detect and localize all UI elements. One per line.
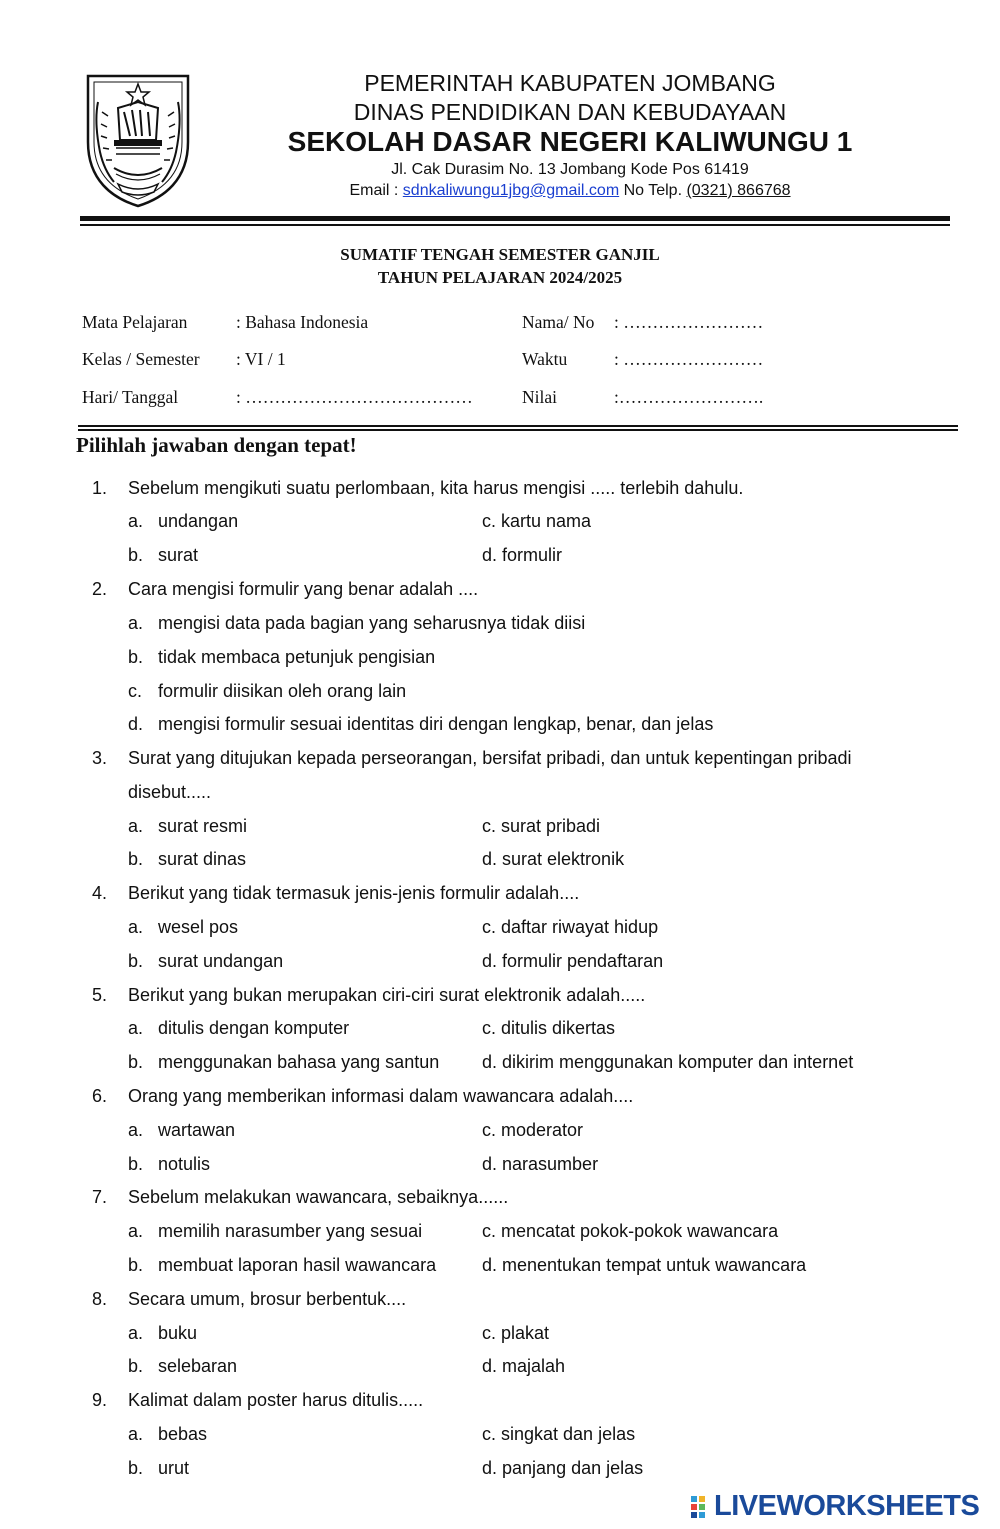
question-text: Sebelum mengikuti suatu perlombaan, kita harus mengisi ..... terlebih dahulu. — [128, 478, 744, 498]
question-text: Cara mengisi formulir yang benar adalah .... — [128, 579, 479, 599]
option-d[interactable]: d. panjang dan jelas — [482, 1458, 644, 1478]
header-rule-thick — [80, 216, 950, 221]
class-label: Kelas / Semester — [82, 349, 200, 369]
exam-title: SUMATIF TENGAH SEMESTER GANJIL — [340, 245, 660, 264]
name-field[interactable]: : …………………… — [614, 312, 764, 332]
phone-label: No Telp. — [619, 182, 687, 199]
question-number: 4. — [92, 883, 108, 903]
option-a[interactable]: wartawan — [158, 1120, 236, 1140]
option-a-label: a. — [128, 1120, 144, 1140]
option-b[interactable]: surat dinas — [158, 849, 247, 869]
option-c[interactable]: c. daftar riwayat hidup — [482, 917, 659, 937]
question-text: Surat yang ditujukan kepada perseorangan, bersifat pribadi, dan untuk kepentingan pribadi — [128, 748, 852, 768]
day-label: Hari/ Tanggal — [82, 387, 179, 407]
option-b-label: b. — [128, 951, 144, 971]
option-a-label: a. — [128, 511, 144, 531]
time-label: Waktu — [522, 349, 568, 369]
question-text: Sebelum melakukan wawancara, sebaiknya...... — [128, 1187, 509, 1207]
department-name: DINAS PENDIDIKAN DAN KEBUDAYAAN — [353, 99, 787, 125]
question-number: 6. — [92, 1086, 108, 1106]
option-b-label: b. — [128, 1255, 144, 1275]
identity-rule-bottom — [78, 429, 958, 431]
gov-name: PEMERINTAH KABUPATEN JOMBANG — [364, 70, 776, 96]
option-a[interactable]: undangan — [158, 511, 239, 531]
class-value: : VI / 1 — [236, 349, 286, 369]
liveworksheets-brand[interactable] — [690, 1490, 990, 1524]
header-rule-thin — [80, 224, 950, 226]
option-c[interactable]: c. ditulis dikertas — [482, 1018, 616, 1038]
exam-year: TAHUN PELAJARAN 2024/2025 — [377, 268, 623, 287]
option-c[interactable]: c. plakat — [482, 1323, 550, 1343]
question-number: 3. — [92, 748, 108, 768]
question-text: Berikut yang tidak termasuk jenis-jenis formulir adalah.... — [128, 883, 580, 903]
option-b[interactable]: menggunakan bahasa yang santun — [158, 1052, 440, 1072]
option-b-label: b. — [128, 1458, 144, 1478]
option-a[interactable]: wesel pos — [158, 917, 239, 937]
email-link[interactable]: sdnkaliwungu1jbg@gmail.com — [402, 182, 620, 199]
question-number: 2. — [92, 579, 108, 599]
option-c[interactable]: c. kartu nama — [482, 511, 592, 531]
phone-number: (0321) 866768 — [686, 182, 791, 199]
jombang-regency-emblem-icon — [84, 72, 192, 210]
option-d[interactable]: d. menentukan tempat untuk wawancara — [482, 1255, 807, 1275]
option-a[interactable]: mengisi data pada bagian yang seharusnya tidak diisi — [158, 613, 586, 633]
option-a-label: a. — [128, 613, 144, 633]
option-c-label: c. — [128, 681, 143, 701]
question-number: 8. — [92, 1289, 108, 1309]
option-a[interactable]: memilih narasumber yang sesuai — [158, 1221, 423, 1241]
option-d[interactable]: d. formulir pendaftaran — [482, 951, 664, 971]
option-b[interactable]: urut — [158, 1458, 190, 1478]
option-b[interactable]: surat undangan — [158, 951, 284, 971]
identity-rule-top — [78, 425, 958, 427]
question-text: Secara umum, brosur berbentuk.... — [128, 1289, 407, 1309]
option-a[interactable]: surat resmi — [158, 816, 248, 836]
option-a-label: a. — [128, 1018, 144, 1038]
option-b-label: b. — [128, 545, 144, 565]
contact-line — [270, 182, 870, 200]
option-d[interactable]: d. surat elektronik — [482, 849, 625, 869]
option-b-label: b. — [128, 849, 144, 869]
question-number: 1. — [92, 478, 108, 498]
option-b[interactable]: surat — [158, 545, 199, 565]
option-d[interactable]: d. narasumber — [482, 1154, 599, 1174]
option-a[interactable]: ditulis dengan komputer — [158, 1018, 350, 1038]
score-field[interactable]: :……………………. — [614, 387, 764, 407]
option-a-label: a. — [128, 917, 144, 937]
option-c[interactable]: c. singkat dan jelas — [482, 1424, 636, 1444]
question-text: Kalimat dalam poster harus ditulis..... — [128, 1390, 424, 1410]
option-b-label: b. — [128, 647, 144, 667]
option-d-label: d. — [128, 714, 144, 734]
option-b-label: b. — [128, 1154, 144, 1174]
day-field[interactable]: : ………………………………… — [236, 387, 473, 407]
question-text: Berikut yang bukan merupakan ciri-ciri surat elektronik adalah..... — [128, 985, 646, 1005]
subject-value: : Bahasa Indonesia — [236, 312, 369, 332]
time-field[interactable]: : …………………… — [614, 349, 764, 369]
email-label: Email : — [349, 182, 403, 199]
option-b[interactable]: notulis — [158, 1154, 211, 1174]
school-address: Jl. Cak Durasim No. 13 Jombang Kode Pos 61419 — [391, 161, 749, 178]
option-d[interactable]: mengisi formulir sesuai identitas diri dengan lengkap, benar, dan jelas — [158, 714, 714, 734]
option-d[interactable]: d. formulir — [482, 545, 563, 565]
option-a-label: a. — [128, 1323, 144, 1343]
question-number: 7. — [92, 1187, 108, 1207]
option-c[interactable]: formulir diisikan oleh orang lain — [158, 681, 407, 701]
option-b-label: b. — [128, 1052, 144, 1072]
question-number: 5. — [92, 985, 108, 1005]
question-number: 9. — [92, 1390, 108, 1410]
option-b[interactable]: selebaran — [158, 1356, 238, 1376]
option-d[interactable]: d. majalah — [482, 1356, 566, 1376]
option-a-label: a. — [128, 816, 144, 836]
question-text-continued: disebut..... — [128, 782, 212, 802]
question-text: Orang yang memberikan informasi dalam wawancara adalah.... — [128, 1086, 634, 1106]
option-c[interactable]: c. surat pribadi — [482, 816, 601, 836]
instruction: Pilihlah jawaban dengan tepat! — [76, 433, 357, 457]
option-c[interactable]: c. moderator — [482, 1120, 584, 1140]
option-a-label: a. — [128, 1221, 144, 1241]
option-b[interactable]: tidak membaca petunjuk pengisian — [158, 647, 436, 667]
option-a[interactable]: bebas — [158, 1424, 208, 1444]
option-a-label: a. — [128, 1424, 144, 1444]
school-name: SEKOLAH DASAR NEGERI KALIWUNGU 1 — [287, 126, 853, 157]
score-label: Nilai — [522, 387, 557, 407]
name-label: Nama/ No — [522, 312, 595, 332]
brand-name: LIVEWORKSHEETS — [714, 1490, 980, 1522]
subject-label: Mata Pelajaran — [82, 312, 188, 332]
option-c[interactable]: c. mencatat pokok-pokok wawancara — [482, 1221, 779, 1241]
option-a[interactable]: buku — [158, 1323, 198, 1343]
option-d[interactable]: d. dikirim menggunakan komputer dan internet — [482, 1052, 854, 1072]
option-b[interactable]: membuat laporan hasil wawancara — [158, 1255, 437, 1275]
option-b-label: b. — [128, 1356, 144, 1376]
